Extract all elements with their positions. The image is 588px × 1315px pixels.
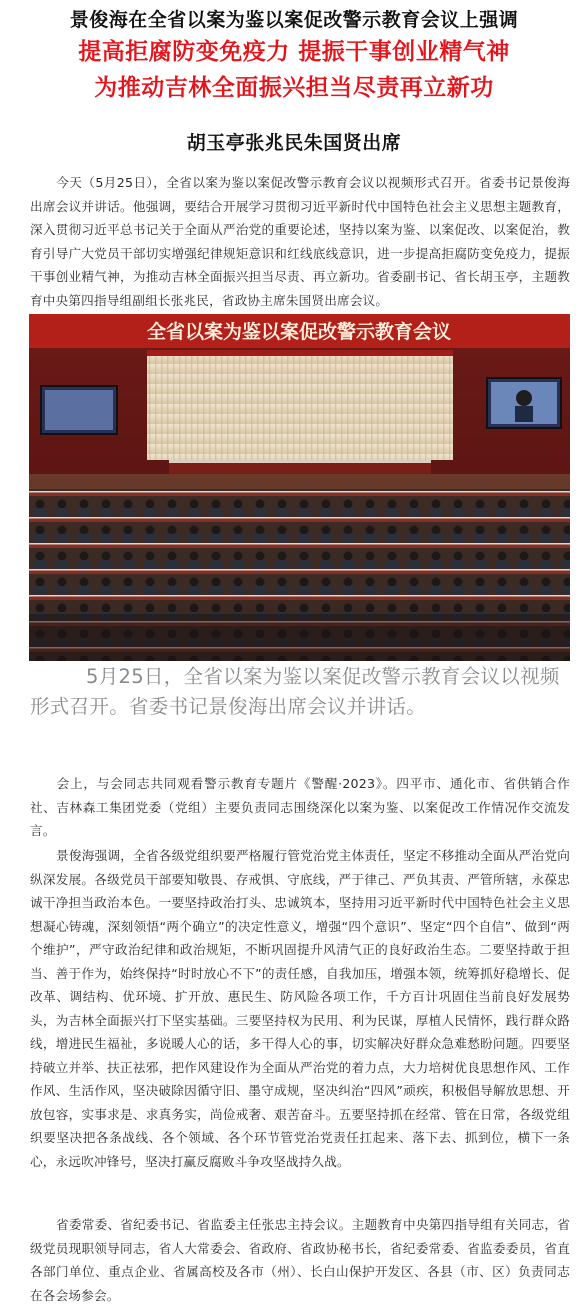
kicker-headline: 景俊海在全省以案为鉴以案促改警示教育会议上强调: [69, 9, 519, 31]
paragraph-3-text: 景俊海强调，全省各级党组织要严格履行管党治党主体责任，坚定不移推动全面从严治党向纵深发展。各级党员干部要知敬畏、存戒惧、守底线，严于律己、严负其责、严管所辖，永葆忠诚干净担当政治本色。一要坚持政治打头、忠诚筑本，坚持用习近平新时代中国特色社会主义思想凝心铸魂，深刻领悟“两个确立”的决定性意义，增强“四个意识”、坚定“四个自信”、做到“两个维护”，严守政治纪律和政治规矩，不断巩固提升风清气正的良好政治生态。二要坚持敢于担当、善于作为，始终保持“时时放心不下”的责任感，自我加压，增强本领，统筹抓好稳增长、促改革、调结构、优环境、扩开放、惠民生、防风险各项工作，千方百计巩固住当前良好发展势头，为吉林全面振兴打下坚实基础。三要坚持权为民用、利为民谋，厚植人民情怀，践行群众路线，增进民生福祉，多说暖人心的话，多干得人心的事，切实解决好群众急难愁盼问题。四要坚持破立并举、扶正祛邪，把作风建设作为全面从严治党的着力点，大力培树优良思想作风、工作作风、生活作风，坚决破除因循守旧、墨守成规，坚决纠治“四风”顽疾，积极倡导解放思想、开放包容，实事求是、求真务实，尚俭戒奢、艰苦奋斗。五要坚持抓在经常、管在日常，各级党组织要坚决把各条战线、各个领域、各个环节管党治党责任扛起来、落下去、抓到位，横下一条心，永远吹冲锋号，坚决打赢反腐败斗争攻坚战持久战。: [30, 848, 570, 1169]
subtitle: 胡玉亭张兆民朱国贤出席: [186, 132, 402, 154]
photo-caption-text: 5月25日，全省以案为鉴以案促改警示教育会议以视频形式召开。省委书记景俊海出席会议并讲话。: [30, 665, 560, 718]
paragraph-2-text: 会上，与会同志共同观看警示教育专题片《警醒·2023》。四平市、通化市、省供销合作社、吉林森工集团党委（党组）主要负责同志围绕深化以案为鉴、以案促改工作情况作交流发言。: [30, 776, 570, 838]
meeting-photo: [29, 314, 570, 661]
main-title-line-2: 为推动吉林全面振兴担当尽责再立新功: [94, 75, 494, 101]
paragraph-3: [30, 844, 570, 1173]
paragraph-1-text: 今天（5月25日），全省以案为鉴以案促改警示教育会议以视频形式召开。省委书记景俊海出席会议并讲话。他强调，要结合开展学习贯彻习近平新时代中国特色社会主义思想主题教育，深入贯彻习近平总书记关于全面从严治党的重要论述，坚持以案为鉴、以案促改、以案促治，教育引导广大党员干部切实增强纪律规矩意识和红线底线意识，进一步提高拒腐防变免疫力，提振干事创业精气神，为推动吉林全面振兴担当尽责、再立新功。省委副书记、省长胡玉亭，主题教育中央第四指导组副组长张兆民，省政协主席朱国贤出席会议。: [30, 175, 570, 308]
paragraph-4-text: 省委常委、省纪委书记、省监委主任张忠主持会议。主题教育中央第四指导组有关同志，省级党员现职领导同志，省人大常委会、省政府、省政协秘书长，省纪委常委、省监委委员，省直各部门单位、重点企业、省属高校及各市（州）、长白山保护开发区、各县（市、区）负责同志在各会场参会。: [30, 1217, 570, 1303]
main-title-line-1: 提高拒腐防变免疫力 提振干事创业精气神: [78, 39, 510, 65]
paragraph-1: [30, 171, 570, 312]
paragraph-2: [30, 772, 570, 843]
meeting-photo-illustration: [29, 314, 570, 661]
headline-block: [0, 6, 588, 106]
paragraph-4: [30, 1213, 570, 1307]
photo-caption: [30, 662, 570, 722]
photo-banner-text: 全省以案为鉴以案促改警示教育会议: [146, 321, 452, 343]
